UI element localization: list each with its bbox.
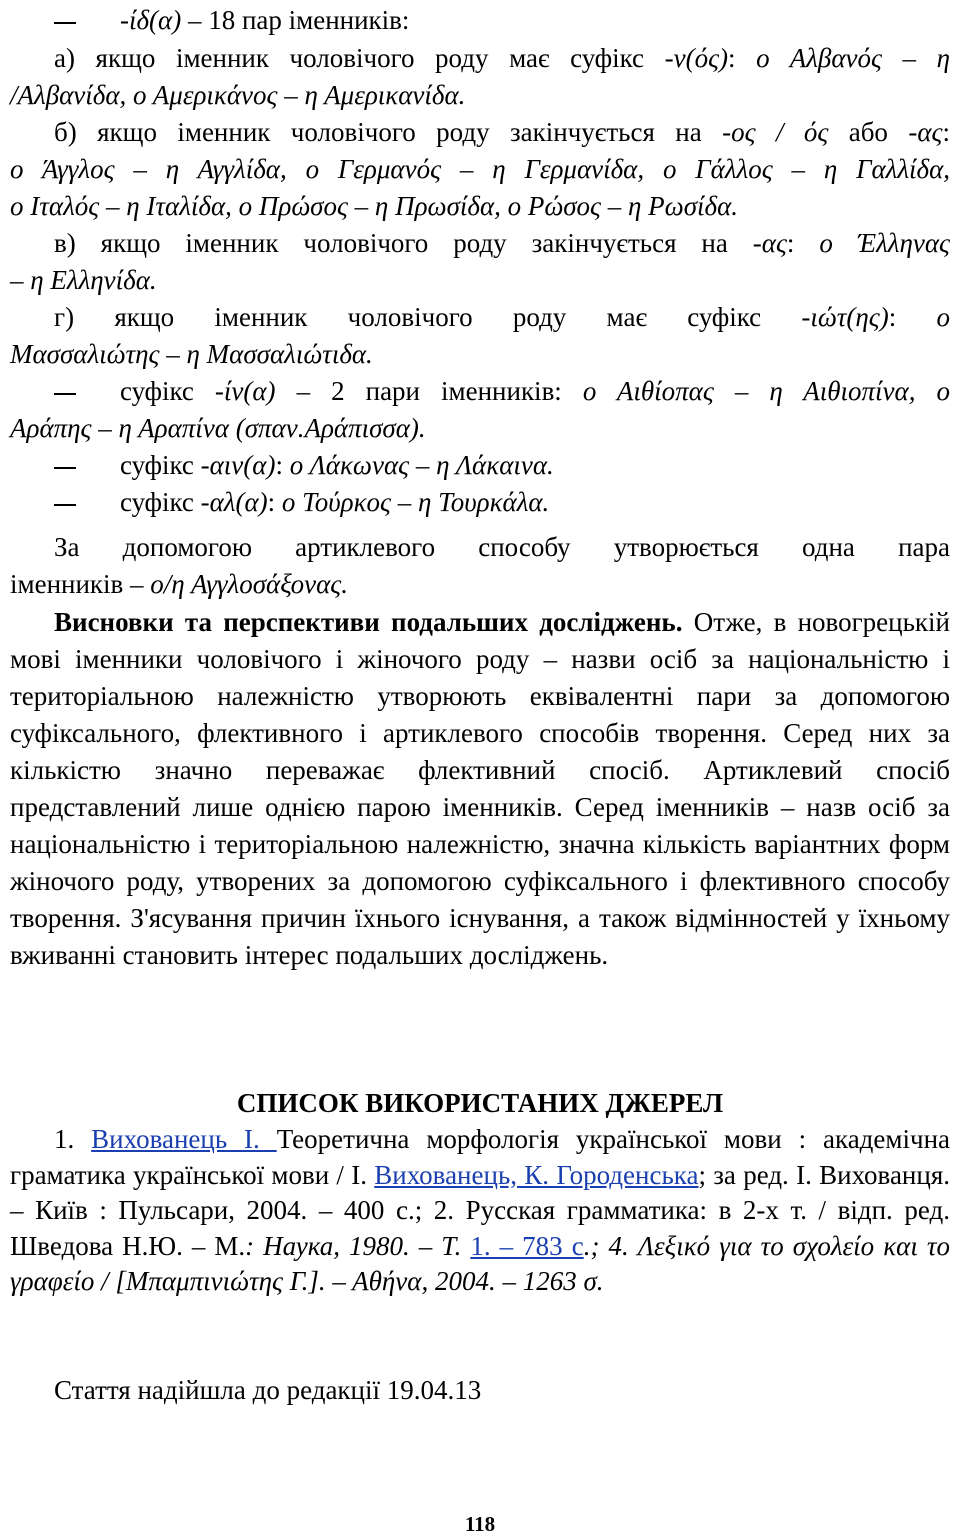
example: ο Έλληνας	[819, 228, 950, 258]
page-number: 118	[464, 1512, 496, 1536]
line-suffix-al	[10, 484, 950, 521]
ref-text-italic: : Наука, 1980. – Т.	[245, 1230, 471, 1261]
conclusion-text: Отже, в новогрецькій мові іменники чоловічого і жіночого роду – назви осіб за національністю і територіальною належністю утворюють еквівалентні пари за допомогою суфіксального, флективного і артиклевого способів творення. Серед них за кількістю значно переважає флективний спосіб. Артиклевий спосіб представлений лише однією парою іменників. Серед іменників – назв осіб за національністю і територіальною належністю, значна кількість варіантних форм жіночого роду, утворених за допомогою суфіксального і флективного способу творення. З'ясування причин їхнього існування, а також відмінностей у їхньому вживанні становить інтерес подальших досліджень.	[10, 607, 950, 970]
dash-marker	[10, 2, 120, 39]
suffix: -ν(ός)	[664, 43, 729, 73]
suffix: -ίν(α)	[214, 376, 276, 406]
line-g	[10, 299, 950, 336]
ref-text-italic: .; 4. Λεξικό για το σχολείο και το γραφείο / [Μπαμπινιώτης Γ.]. – Αθήνα, 2004. – 1263 σ.	[10, 1230, 951, 1296]
dash-marker	[10, 447, 120, 484]
dash-marker	[10, 484, 120, 521]
example: ο Άγγλος – η Αγγλίδα, ο Γερμανός – η Γερμανίδα, ο Γάλλος – η Γαλλίδα,	[10, 154, 950, 184]
text: суфікс	[120, 487, 201, 517]
text: :	[728, 43, 757, 73]
example: Μασσαλιώτης – η Μασσαλιώτιδα.	[10, 339, 373, 369]
line-b	[10, 114, 950, 151]
text: суфікс	[120, 376, 215, 406]
ref-number: 1.	[54, 1124, 92, 1154]
example: Αράπης – η Αραπίνα (σπαν.Αράπισσα).	[10, 413, 426, 443]
line-article	[10, 529, 950, 566]
example: ο Αλβανός – η	[756, 43, 950, 73]
line-v	[10, 225, 950, 262]
dash-marker	[10, 373, 120, 410]
line-article-cont	[10, 566, 950, 603]
suffix: -ας	[752, 228, 787, 258]
references-title: СПИСОК ВИКОРИСТАНИХ ДЖЕРЕЛ	[236, 1088, 724, 1118]
text: б) якщо іменник чоловічого роду закінчується на	[54, 117, 723, 147]
example: ο	[936, 302, 950, 332]
text: :	[942, 117, 950, 147]
text: :	[786, 228, 820, 258]
line-suffix-in	[10, 373, 950, 410]
ref-text: ; за ред. І. Вихованця. – Київ : Пульсари, 2004. – 400 с.; 2. Русская грамматика: в 2-х т. / відп. ред. Шведова Н.Ю. – М.	[10, 1159, 950, 1261]
line-suffix-id	[10, 2, 950, 39]
example: ο Τούρκος – η Τουρκάλα.	[281, 487, 550, 517]
text: г) якщо іменник чоловічого роду має суфікс	[54, 302, 802, 332]
author-link[interactable]: Вихованець І.	[91, 1124, 277, 1154]
suffix: -αλ(α)	[200, 487, 268, 517]
authors-link[interactable]: Вихованець, К. Городенська	[374, 1159, 699, 1190]
text: За допомогою артиклевого способу утворюється одна пара	[54, 532, 950, 562]
text: суфікс	[120, 450, 201, 480]
example: /Αλβανίδα, ο Αμερικάνος – η Αμερικανίδα.	[10, 80, 466, 110]
example: ο Λάκωνας – η Λάκαινα.	[289, 450, 554, 480]
suffix: -αιν(α)	[200, 450, 276, 480]
received-date: Стаття надійшла до редакції 19.04.13	[54, 1375, 482, 1405]
line-suffix-ain	[10, 447, 950, 484]
suffix: -ιώτ(ης)	[801, 302, 889, 332]
line-suffix-in-cont	[10, 410, 950, 447]
suffix: -ος / ός	[722, 117, 829, 147]
text: – 2 пари іменників:	[275, 376, 583, 406]
conclusion-paragraph	[10, 604, 950, 974]
example: ο Ιταλός – η Ιταλίδα, ο Πρώσος – η Πρωσίδα, ο Ρώσος – η Ρωσίδα.	[10, 191, 738, 221]
line-b-cont1	[10, 151, 950, 188]
line-v-cont	[10, 262, 950, 299]
suffix: -ας	[908, 117, 943, 147]
line-a	[10, 40, 950, 77]
example: ο/η Αγγλοσάξονας.	[150, 569, 348, 599]
example: – η Ελληνίδα.	[10, 265, 157, 295]
references-list	[10, 1122, 950, 1300]
suffix: -ίδ(α)	[120, 5, 182, 35]
text: або	[828, 117, 909, 147]
line-a-cont	[10, 77, 950, 114]
text: – 18 пар іменників:	[181, 5, 410, 35]
text: :	[275, 450, 290, 480]
text: :	[267, 487, 282, 517]
text: в) якщо іменник чоловічого роду закінчується на	[54, 228, 753, 258]
line-b-cont2	[10, 188, 950, 225]
text: :	[888, 302, 937, 332]
example: ο Αιθίοπας – η Αιθιοπίνα, ο	[582, 376, 950, 406]
text: а) якщо іменник чоловічого роду має суфікс	[54, 43, 665, 73]
ref-text: Теоретична морфологія української мови : академічна граматика української мови / І.	[10, 1124, 950, 1190]
conclusion-heading: Висновки та перспективи подальших досліджень.	[54, 607, 683, 637]
text: іменників –	[10, 569, 151, 599]
volume-link[interactable]: 1. – 783 с	[470, 1230, 584, 1261]
line-g-cont	[10, 336, 950, 373]
